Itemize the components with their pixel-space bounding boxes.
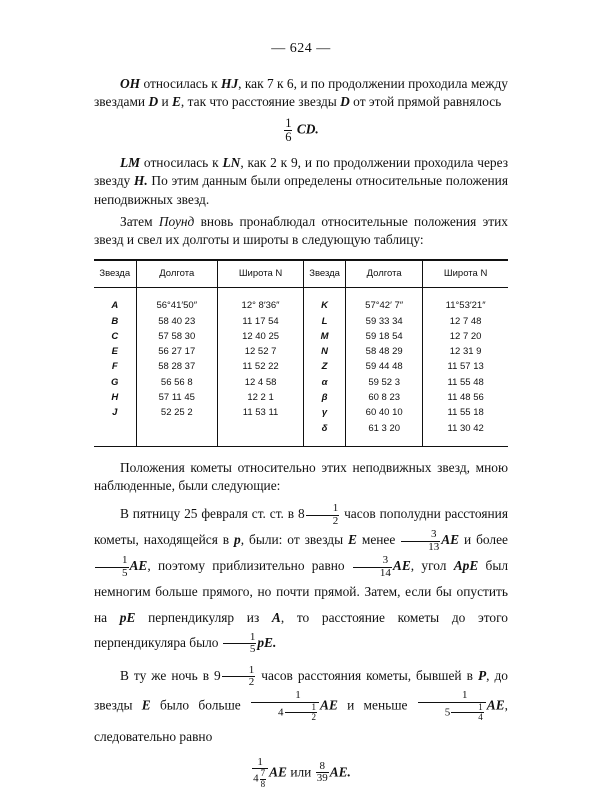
star-a: A bbox=[271, 609, 281, 625]
fraction bbox=[353, 555, 392, 579]
text: был немногим больше прямого, но почти прямой. Затем, если бы опустить на bbox=[94, 558, 508, 625]
denominator bbox=[252, 769, 268, 789]
right-latitude-column: 11°53′21″ 12 7 48 12 7 20 12 31 9 11 57 13 11 55 48 11 48 56 11 55 18 11 30 42 bbox=[423, 288, 508, 447]
fraction bbox=[451, 703, 484, 723]
header-star: Звезда bbox=[94, 260, 136, 288]
segment-ae: AE bbox=[269, 763, 287, 779]
name-pound: Поунд bbox=[158, 213, 195, 229]
denominator: 2 bbox=[332, 514, 339, 527]
segment-lm: LM bbox=[120, 155, 141, 171]
denominator bbox=[418, 703, 486, 723]
denominator: 13 bbox=[428, 540, 440, 553]
text: часов пополудни расстояния кометы, находящейся в bbox=[94, 506, 508, 548]
segment-ae: AE. bbox=[329, 763, 351, 779]
paragraph-friday bbox=[94, 501, 508, 656]
numerator: 1 bbox=[95, 555, 129, 568]
text: , поэтому приблизительно равно bbox=[147, 558, 352, 574]
text: и меньше bbox=[337, 697, 417, 713]
text: , как 7 к 6, и по продолжении проходила между звездами bbox=[94, 75, 509, 109]
denominator: 2 bbox=[311, 712, 317, 723]
fraction bbox=[260, 769, 267, 789]
text: В пятницу 25 февраля ст. ст. в 8 bbox=[120, 506, 305, 522]
fraction bbox=[284, 117, 292, 144]
segment-pe: pE. bbox=[257, 635, 277, 650]
numerator: 8 bbox=[316, 761, 329, 774]
denominator: 8 bbox=[260, 778, 266, 789]
page-number: — 624 — bbox=[271, 41, 331, 56]
star-e: E bbox=[141, 697, 151, 713]
numerator: 1 bbox=[418, 690, 486, 703]
numerator: 3 bbox=[353, 555, 392, 568]
compound-fraction bbox=[251, 690, 319, 722]
fraction bbox=[222, 665, 256, 689]
segment-ae: AE bbox=[486, 697, 505, 713]
star-e: E bbox=[348, 532, 357, 548]
header-star: Звезда bbox=[304, 260, 346, 288]
numerator: 1 bbox=[223, 632, 257, 645]
table-header-row bbox=[94, 260, 508, 288]
integer-part: 4 bbox=[278, 706, 284, 719]
star-h: H. bbox=[133, 173, 148, 189]
text: относилась к bbox=[140, 155, 223, 171]
text: часов расстояния кометы, бывшей в bbox=[256, 667, 478, 683]
compound-fraction bbox=[418, 690, 486, 722]
text: , угол bbox=[410, 558, 454, 574]
numerator: 3 bbox=[401, 529, 440, 542]
compound-fraction bbox=[252, 757, 268, 789]
denominator: 2 bbox=[248, 676, 255, 689]
integer-part: 5 bbox=[444, 706, 451, 719]
text: и bbox=[158, 93, 172, 109]
point-p: P bbox=[477, 667, 487, 683]
paragraph-positions: Положения кометы относительно этих неподвижных звезд, мною наблюденные, были следующие: bbox=[94, 459, 508, 494]
denominator: 39 bbox=[316, 772, 328, 785]
header-latitude: Широта N bbox=[218, 260, 304, 288]
text: от этой прямой равнялось bbox=[349, 93, 502, 109]
numerator: 1 bbox=[306, 503, 340, 516]
star-d: D bbox=[148, 93, 159, 109]
integer-part: 4 bbox=[253, 772, 259, 785]
numerator: 1 bbox=[285, 116, 292, 131]
fraction bbox=[306, 503, 340, 527]
text: В ту же ночь в 9 bbox=[120, 667, 221, 683]
text: вновь пронаблюдал относительные положения этих звезд и свел их долготы и широты в следующую таблицу: bbox=[94, 213, 509, 247]
formula-cd bbox=[94, 117, 508, 144]
numerator: 1 bbox=[252, 757, 268, 770]
segment-ln: LN bbox=[222, 155, 241, 171]
numerator: 1 bbox=[251, 690, 319, 703]
star-coordinates-table bbox=[94, 259, 508, 447]
text: было больше bbox=[150, 697, 251, 713]
denominator: 5 bbox=[122, 566, 128, 579]
paragraph-pound bbox=[94, 213, 508, 249]
right-longitude-column: 57°42′ 7″ 59 33 34 59 18 54 58 48 29 59 44 48 59 52 3 60 8 23 60 40 10 61 3 20 bbox=[346, 288, 423, 447]
numerator: 1 bbox=[285, 703, 318, 713]
fraction bbox=[285, 703, 318, 723]
numerator: 1 bbox=[222, 665, 256, 678]
header-longitude: Долгота bbox=[346, 260, 423, 288]
text: , как 2 к 9, и по продолжении проходила через звезду bbox=[94, 155, 509, 189]
segment-ae: AE bbox=[320, 697, 338, 713]
segment-ae: AE bbox=[392, 558, 411, 574]
text: и более bbox=[459, 532, 508, 548]
text: перпендикуляр из bbox=[135, 609, 272, 625]
header-latitude: Широта N bbox=[423, 260, 508, 288]
segment-ae: AE bbox=[441, 532, 460, 548]
right-star-column: K L M N Z α β γ δ bbox=[304, 288, 346, 447]
header-longitude: Долгота bbox=[136, 260, 218, 288]
denominator: 14 bbox=[379, 566, 391, 579]
table-row bbox=[94, 288, 508, 447]
angle-ape: ApE bbox=[453, 558, 479, 574]
text: , то расстояние кометы до этого перпендикуляра было bbox=[94, 609, 508, 650]
point-p: p bbox=[234, 532, 241, 548]
left-star-column: A B C E F G H J bbox=[111, 300, 119, 419]
paragraph-oh bbox=[94, 75, 508, 111]
segment-cd: CD. bbox=[296, 121, 319, 137]
paragraph-lm bbox=[94, 154, 508, 208]
left-latitude-column: 12° 8′36″ 11 17 54 12 40 25 12 52 7 11 52 22 12 4 58 12 2 1 11 53 11 bbox=[218, 288, 304, 447]
paragraph-same-night bbox=[94, 662, 508, 751]
fraction bbox=[223, 632, 257, 656]
denominator: 5 bbox=[249, 643, 256, 656]
denominator: 6 bbox=[285, 130, 292, 145]
text: или bbox=[286, 763, 315, 779]
text: , следовательно равно bbox=[94, 697, 508, 744]
text: менее bbox=[356, 532, 401, 548]
star-d: D bbox=[340, 93, 350, 109]
fraction bbox=[401, 529, 440, 553]
denominator bbox=[251, 703, 319, 723]
text: Затем bbox=[120, 213, 159, 229]
segment-ae: AE bbox=[129, 558, 148, 574]
segment-hj: HJ bbox=[221, 75, 239, 91]
numerator: 1 bbox=[451, 703, 484, 713]
text: , так что расстояние звезды bbox=[180, 93, 341, 109]
star-e: E bbox=[171, 93, 181, 109]
fraction bbox=[95, 555, 129, 579]
text: , были: от звезды bbox=[240, 532, 348, 548]
fraction bbox=[316, 761, 329, 785]
text: По этим данным были определены относительные положения неподвижных звезд. bbox=[94, 173, 508, 207]
page bbox=[94, 40, 508, 789]
segment-pe: pE bbox=[119, 609, 136, 625]
segment-oh: OH bbox=[120, 75, 141, 91]
text: , до звезды bbox=[94, 667, 508, 713]
formula-final bbox=[94, 757, 508, 789]
left-longitude-column: 56°41′50″ 58 40 23 57 58 30 56 27 17 58 28 37 56 56 8 57 11 45 52 25 2 bbox=[136, 288, 218, 447]
text: относилась к bbox=[140, 75, 222, 91]
numerator: 7 bbox=[260, 768, 266, 779]
denominator: 4 bbox=[478, 712, 483, 723]
